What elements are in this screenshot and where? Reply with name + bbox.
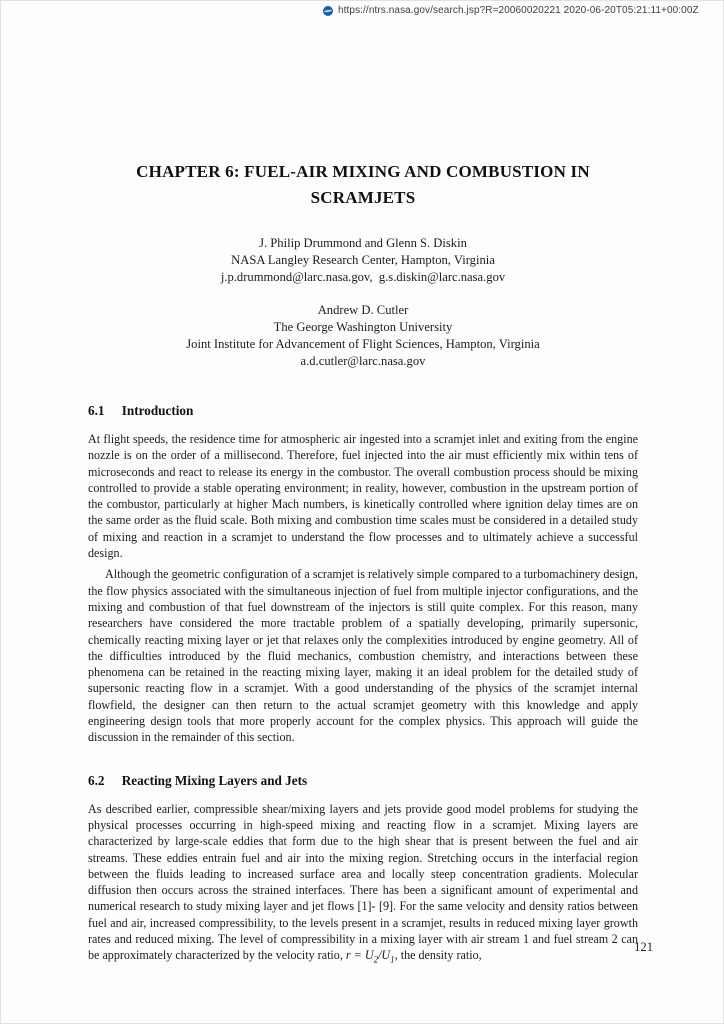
paragraph-text-lead: As described earlier, compressible shear/mixing layers and jets provide good model problems for studying the physical processes occurring in high-speed mixing and reacting flow in a scramjet. Mixing layers are characterized by large-scale eddies that form due to the high shear that is present between the fuel and air streams. These eddies entrain fuel and air into the mixing region. Stretching occurs in the interfacial region between the fluids leading to increased surface area and locally steep concentration gradients. Molecular diffusion then occurs across the strained interfaces. There has been a significant amount of experimental and numerical research to study mixing layer and jet flows [1]- [9]. For the same velocity and density ratios between fuel and air, increased compressibility, to the levels present in a scramjet, results in reduced mixing layer growth rates and reduced mixing. The level of compressibility in a mixing layer with air stream 1 and fuel stream 2 can be approximately characterized by the velocity ratio, xyxy=(88,801,638,963)
section-title: Introduction xyxy=(121,403,194,418)
author-block-drummond-diskin xyxy=(88,235,638,286)
paragraph-mixing-layers-1 xyxy=(88,801,638,968)
author-institute: Joint Institute for Advancement of Flight Sciences, Hampton, Virginia xyxy=(186,337,540,351)
paragraph-intro-2: Although the geometric configuration of a scramjet is relatively simple compared to a turbomachinery design, the flow physics associated with the simultaneous injection of fuel from multiple injector configurations, and the mixing and combustion of that fuel downstream of the injectors is still quite complex. For this reason, many researchers have considered the more tractable problem of a spatially developing, primarily supersonic, chemically reacting mixing layer or jet that relaxes only the complexities introduced by engine geometry. All of the difficulties introduced by the fluid mechanics, combustion chemistry, and interactions between these phenomena can be retained in the reacting mixing layer, making it an ideal problem for the detailed study of supersonic reacting flow in a scramjet. With a good understanding of the physics of the scramjet internal flowfield, the designer can then return to the actual scramjet geometry with this knowledge and apply engineering design tools that more properly account for the complex physics. This approach will guide the discussion in the remainder of this section. xyxy=(88,567,638,745)
chapter-title: CHAPTER 6: FUEL-AIR MIXING AND COMBUSTION IN SCRAMJETS xyxy=(136,162,590,207)
author-emails: j.p.drummond@larc.nasa.gov, g.s.diskin@larc.nasa.gov xyxy=(220,270,506,284)
paragraph-text-tail: , the density ratio, xyxy=(394,948,482,963)
author-email: a.d.cutler@larc.nasa.gov xyxy=(300,354,426,368)
author-names: J. Philip Drummond and Glenn S. Diskin xyxy=(259,236,467,250)
section-heading-reacting-mixing-layers xyxy=(88,773,638,789)
source-url: https://ntrs.nasa.gov/search.jsp?R=20060020221 2020-06-20T05:21:11+00:00Z xyxy=(338,5,699,16)
paragraph-intro-1: At flight speeds, the residence time for atmospheric air ingested into a scramjet inlet and exiting from the engine nozzle is on the order of a millisecond. Therefore, fuel injected into the air must efficiently mix within tens of microseconds and react to release its energy in the combustor. The overall combustion process should be mixing controlled to provide a stable operating environment; in reality, however, combustion in the upstream portion of the combustor, particularly at higher Mach numbers, is kinetically controlled where ignition delay times are on the same order as the fluid scale. Both mixing and combustion time scales must be considered in a detailed study of mixing and reaction in a scramjet to understand the flow processes and to ultimately achieve a successful design. xyxy=(88,432,638,561)
author-block-cutler xyxy=(88,302,638,370)
section-title: Reacting Mixing Layers and Jets xyxy=(121,772,308,788)
velocity-ratio-formula: $r = U_2/U_1$ xyxy=(345,948,395,965)
author-university: The George Washington University xyxy=(273,320,453,334)
section-number: 6.1 xyxy=(88,403,105,418)
author-name: Andrew D. Cutler xyxy=(317,303,409,317)
author-affiliation: NASA Langley Research Center, Hampton, Virginia xyxy=(231,253,495,267)
section-number: 6.2 xyxy=(88,772,105,788)
page-content xyxy=(88,1,638,968)
page-number: 121 xyxy=(634,940,653,954)
section-heading-introduction xyxy=(88,403,638,419)
